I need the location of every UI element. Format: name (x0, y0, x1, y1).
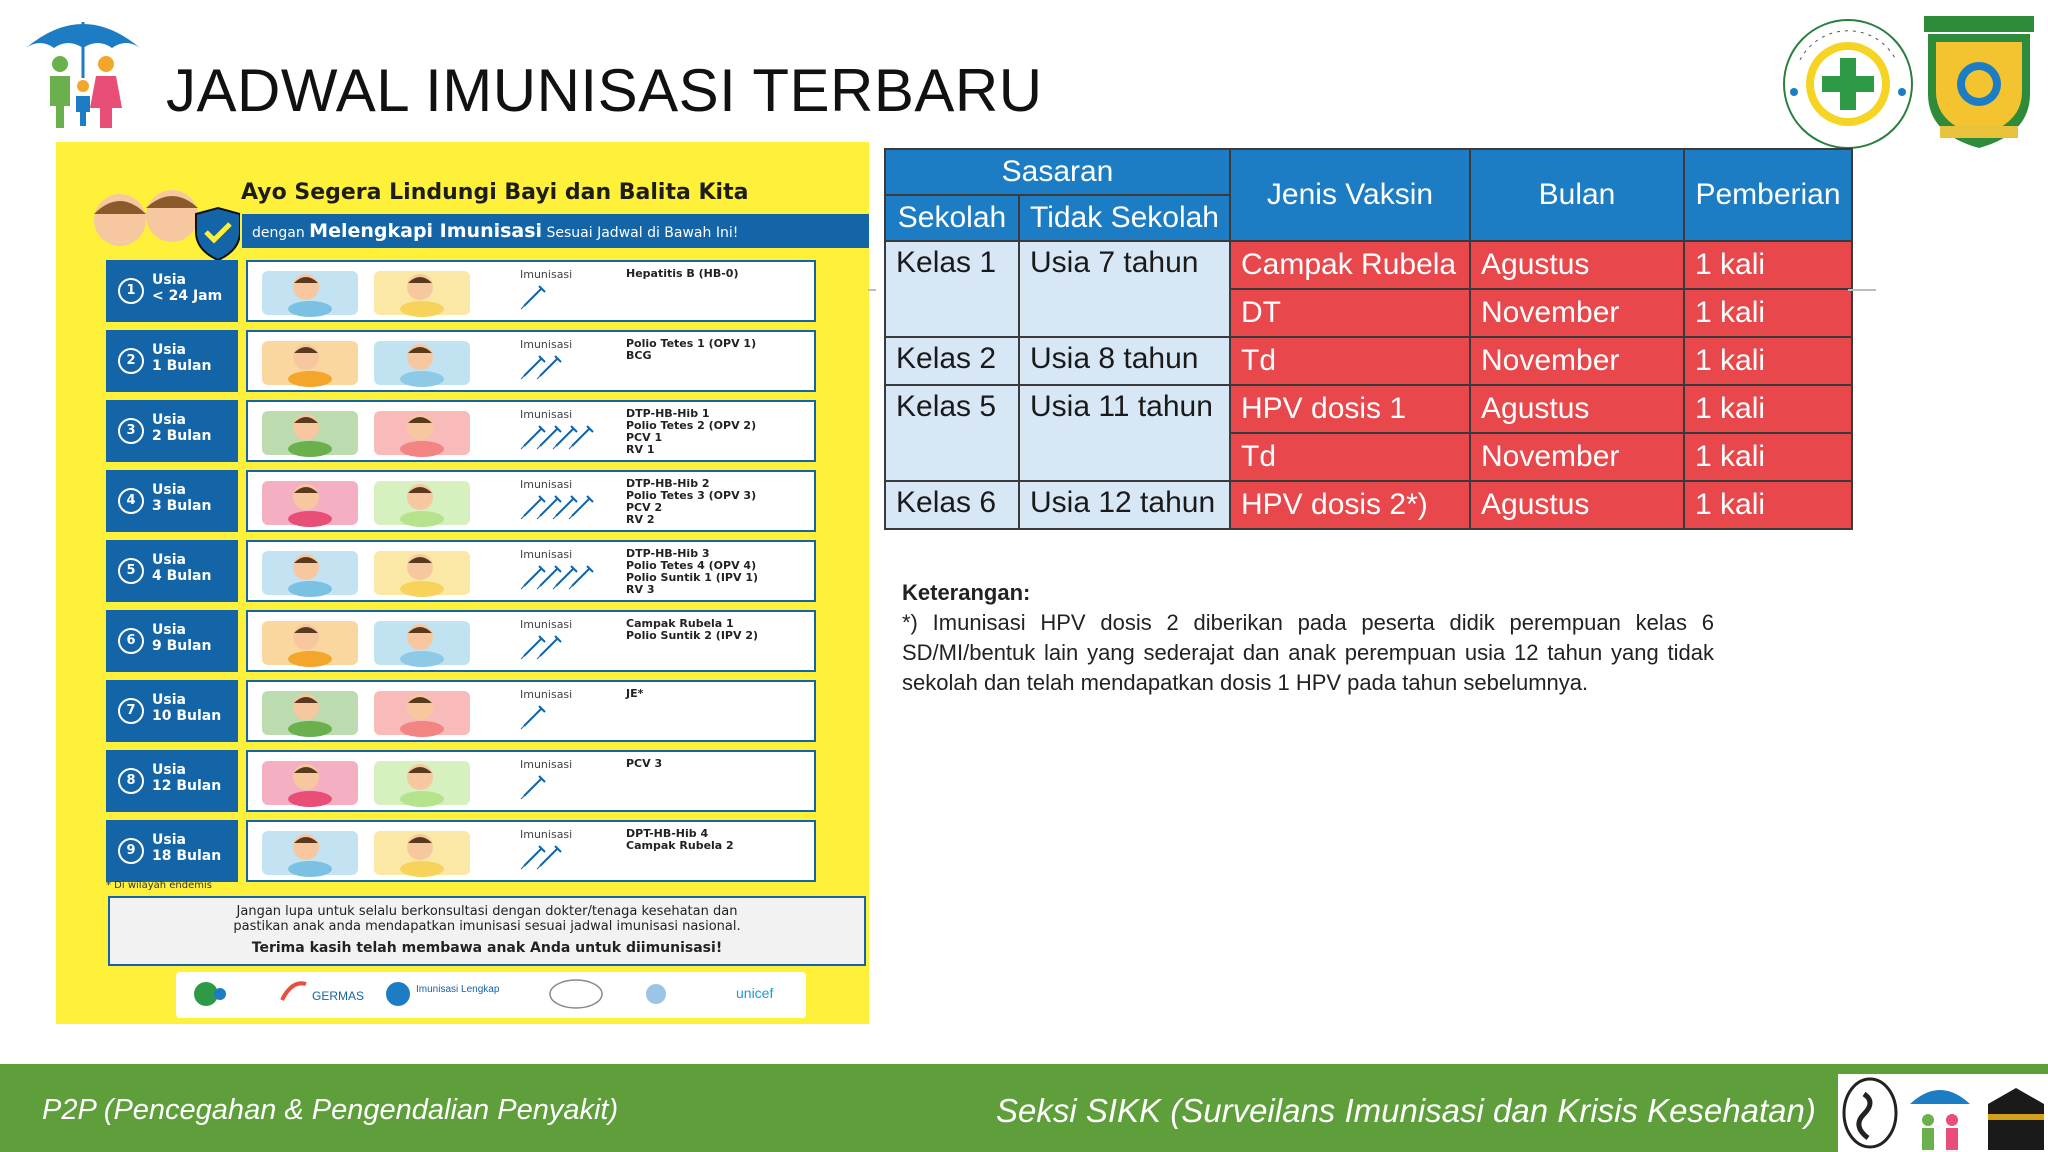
poster-reminder (108, 896, 866, 966)
age-number: 8 (118, 768, 144, 794)
age-label: Usia < 24 Jam (152, 272, 223, 304)
reminder-line-2: pastikan anak anda mendapatkan imunisasi sesuai jadwal imunisasi nasional. (233, 919, 741, 934)
poster-heading: Ayo Segera Lindungi Bayi dan Balita Kita (241, 180, 749, 205)
vaccine-list: Hepatitis B (HB-0) (626, 267, 739, 280)
reminder-line-3: Terima kasih telah membawa anak Anda untuk diimunisasi! (251, 940, 723, 956)
header-pemberian: Pemberian (1684, 149, 1852, 241)
age-label: Usia 10 Bulan (152, 692, 222, 724)
age-badge (106, 470, 238, 532)
cell-bulan: Agustus (1470, 481, 1684, 529)
age-row (106, 820, 869, 882)
header-jenis-vaksin: Jenis Vaksin (1230, 149, 1470, 241)
imunisasi-label: Imunisasi (520, 268, 573, 281)
vaccine-list: JE* (626, 687, 644, 700)
syringe-icon (518, 704, 598, 732)
poster-footnote: * Di wilayah endemis (106, 880, 212, 891)
imunisasi-label: Imunisasi (520, 758, 573, 771)
age-row (106, 540, 869, 602)
immunization-poster (56, 142, 869, 1024)
age-number: 3 (118, 418, 144, 444)
age-row (106, 260, 869, 322)
age-number: 7 (118, 698, 144, 724)
cell-jenis-vaksin: Campak Rubela (1230, 241, 1470, 289)
age-badge (106, 330, 238, 392)
poster-banner-pre: dengan (252, 225, 310, 241)
baby-illustration (256, 545, 496, 597)
imunisasi-label: Imunisasi (520, 548, 573, 561)
slide-title: JADWAL IMUNISASI TERBARU (166, 57, 1043, 124)
age-row (106, 610, 869, 672)
age-badge (106, 540, 238, 602)
cell-bulan: November (1470, 337, 1684, 385)
unicef-logo-text: unicef (736, 985, 774, 1001)
cell-pemberian: 1 kali (1684, 337, 1852, 385)
age-row (106, 400, 869, 462)
age-label: Usia 12 Bulan (152, 762, 222, 794)
vaccine-card (246, 610, 816, 672)
age-label: Usia 1 Bulan (152, 342, 212, 374)
note-block (902, 578, 1714, 698)
dinas-kesehatan-logo (1778, 14, 1918, 154)
vaccine-list: Polio Tetes 1 (OPV 1) BCG (626, 337, 757, 362)
footer-logos (1838, 1074, 2048, 1152)
umbrella-family-logo (22, 8, 144, 130)
vaccine-card (246, 470, 816, 532)
vaccine-list: DTP-HB-Hib 2 Polio Tetes 3 (OPV 3) PCV 2 RV 2 (626, 477, 757, 526)
baby-illustration (256, 685, 496, 737)
syringe-icon (518, 494, 598, 522)
baby-illustration (256, 405, 496, 457)
syringe-icon (518, 354, 598, 382)
header-sasaran: Sasaran (885, 149, 1230, 195)
age-badge (106, 400, 238, 462)
cell-tidak-sekolah: Usia 11 tahun (1019, 385, 1230, 481)
sponsor-logos (176, 972, 806, 1018)
vaccine-list: Campak Rubela 1 Polio Suntik 2 (IPV 2) (626, 617, 758, 642)
age-number: 1 (118, 278, 144, 304)
syringe-icon (518, 284, 598, 312)
baby-illustration (256, 615, 496, 667)
imunisasi-label: Imunisasi (520, 408, 573, 421)
imunisasi-label: Imunisasi (520, 338, 573, 351)
cell-jenis-vaksin: HPV dosis 1 (1230, 385, 1470, 433)
cell-pemberian: 1 kali (1684, 241, 1852, 289)
cell-bulan: Agustus (1470, 241, 1684, 289)
syringe-icon (518, 424, 598, 452)
age-row (106, 750, 869, 812)
age-badge (106, 680, 238, 742)
syringe-icon (518, 634, 598, 662)
age-number: 6 (118, 628, 144, 654)
baby-illustration (256, 335, 496, 387)
cell-sekolah: Kelas 5 (885, 385, 1019, 481)
cell-pemberian: 1 kali (1684, 481, 1852, 529)
age-row (106, 470, 869, 532)
poster-banner-post: Sesuai Jadwal di Bawah Ini! (542, 225, 739, 241)
cell-bulan: November (1470, 433, 1684, 481)
imunisasi-label: Imunisasi (520, 828, 573, 841)
age-label: Usia 4 Bulan (152, 552, 212, 584)
syringe-icon (518, 774, 598, 802)
vaccine-card (246, 260, 816, 322)
table-row (885, 481, 1852, 529)
table-body (885, 241, 1852, 529)
header-bulan: Bulan (1470, 149, 1684, 241)
table-row (885, 385, 1852, 433)
age-badge (106, 610, 238, 672)
age-number: 9 (118, 838, 144, 864)
cell-pemberian: 1 kali (1684, 433, 1852, 481)
cell-tidak-sekolah: Usia 7 tahun (1019, 241, 1230, 337)
vaccine-list: DTP-HB-Hib 1 Polio Tetes 2 (OPV 2) PCV 1 RV 1 (626, 407, 757, 456)
header-tidak-sekolah: Tidak Sekolah (1019, 195, 1230, 241)
imunisasi-lengkap-logo-text: Imunisasi Lengkap (416, 984, 500, 995)
poster-banner-bold: Melengkapi Imunisasi (309, 220, 543, 242)
age-row (106, 330, 869, 392)
age-row (106, 680, 869, 742)
baby-illustration (256, 755, 496, 807)
divider-line (1848, 289, 1876, 291)
age-badge (106, 820, 238, 882)
age-label: Usia 18 Bulan (152, 832, 222, 864)
school-immunization-table (884, 148, 1853, 530)
cell-pemberian: 1 kali (1684, 385, 1852, 433)
reminder-line-1: Jangan lupa untuk selalu berkonsultasi dengan dokter/tenaga kesehatan dan (236, 904, 738, 919)
vaccine-card (246, 820, 816, 882)
imunisasi-label: Imunisasi (520, 688, 573, 701)
cell-jenis-vaksin: DT (1230, 289, 1470, 337)
age-label: Usia 9 Bulan (152, 622, 212, 654)
imunisasi-label: Imunisasi (520, 478, 573, 491)
age-label: Usia 2 Bulan (152, 412, 212, 444)
cell-bulan: Agustus (1470, 385, 1684, 433)
vaccine-list: PCV 3 (626, 757, 663, 770)
vaccine-card (246, 750, 816, 812)
vaccine-card (246, 400, 816, 462)
age-number: 5 (118, 558, 144, 584)
baby-illustration (256, 475, 496, 527)
cell-bulan: November (1470, 289, 1684, 337)
cell-sekolah: Kelas 1 (885, 241, 1019, 337)
vaccine-card (246, 330, 816, 392)
syringe-icon (518, 844, 598, 872)
poster-banner (242, 214, 869, 248)
cell-pemberian: 1 kali (1684, 289, 1852, 337)
header-sekolah: Sekolah (885, 195, 1019, 241)
baby-illustration (256, 265, 496, 317)
divider-line (868, 289, 876, 291)
germas-logo-text: GERMAS (312, 989, 365, 1003)
vaccine-card (246, 540, 816, 602)
footer-left-text: P2P (Pencegahan & Pengendalian Penyakit) (42, 1094, 619, 1126)
imunisasi-label: Imunisasi (520, 618, 573, 631)
vaccine-list: DPT-HB-Hib 4 Campak Rubela 2 (626, 827, 734, 852)
cell-sekolah: Kelas 2 (885, 337, 1019, 385)
vaccine-list: DTP-HB-Hib 3 Polio Tetes 4 (OPV 4) Polio Suntik 1 (IPV 1) RV 3 (626, 547, 758, 596)
baby-illustration (256, 825, 496, 877)
cell-jenis-vaksin: Td (1230, 433, 1470, 481)
note-title: Keterangan: (902, 580, 1031, 605)
babies-shield-illustration (80, 186, 240, 262)
age-number: 2 (118, 348, 144, 374)
age-badge (106, 260, 238, 322)
cell-sekolah: Kelas 6 (885, 481, 1019, 529)
kota-tangerang-logo (1920, 14, 2038, 152)
syringe-icon (518, 564, 598, 592)
table-row (885, 337, 1852, 385)
cell-tidak-sekolah: Usia 8 tahun (1019, 337, 1230, 385)
footer-right-text: Seksi SIKK (Surveilans Imunisasi dan Krisis Kesehatan) (996, 1092, 1816, 1129)
table-row (885, 241, 1852, 289)
age-badge (106, 750, 238, 812)
note-body: *) Imunisasi HPV dosis 2 diberikan pada peserta didik perempuan kelas 6 SD/MI/bentuk lain yang sederajat dan anak perempuan usia 12 tahun yang tidak sekolah dan telah mendapatkan dosis 1 HPV pada tahun sebelumnya. (902, 610, 1714, 695)
vaccine-card (246, 680, 816, 742)
cell-tidak-sekolah: Usia 12 tahun (1019, 481, 1230, 529)
cell-jenis-vaksin: HPV dosis 2*) (1230, 481, 1470, 529)
cell-jenis-vaksin: Td (1230, 337, 1470, 385)
age-number: 4 (118, 488, 144, 514)
age-label: Usia 3 Bulan (152, 482, 212, 514)
